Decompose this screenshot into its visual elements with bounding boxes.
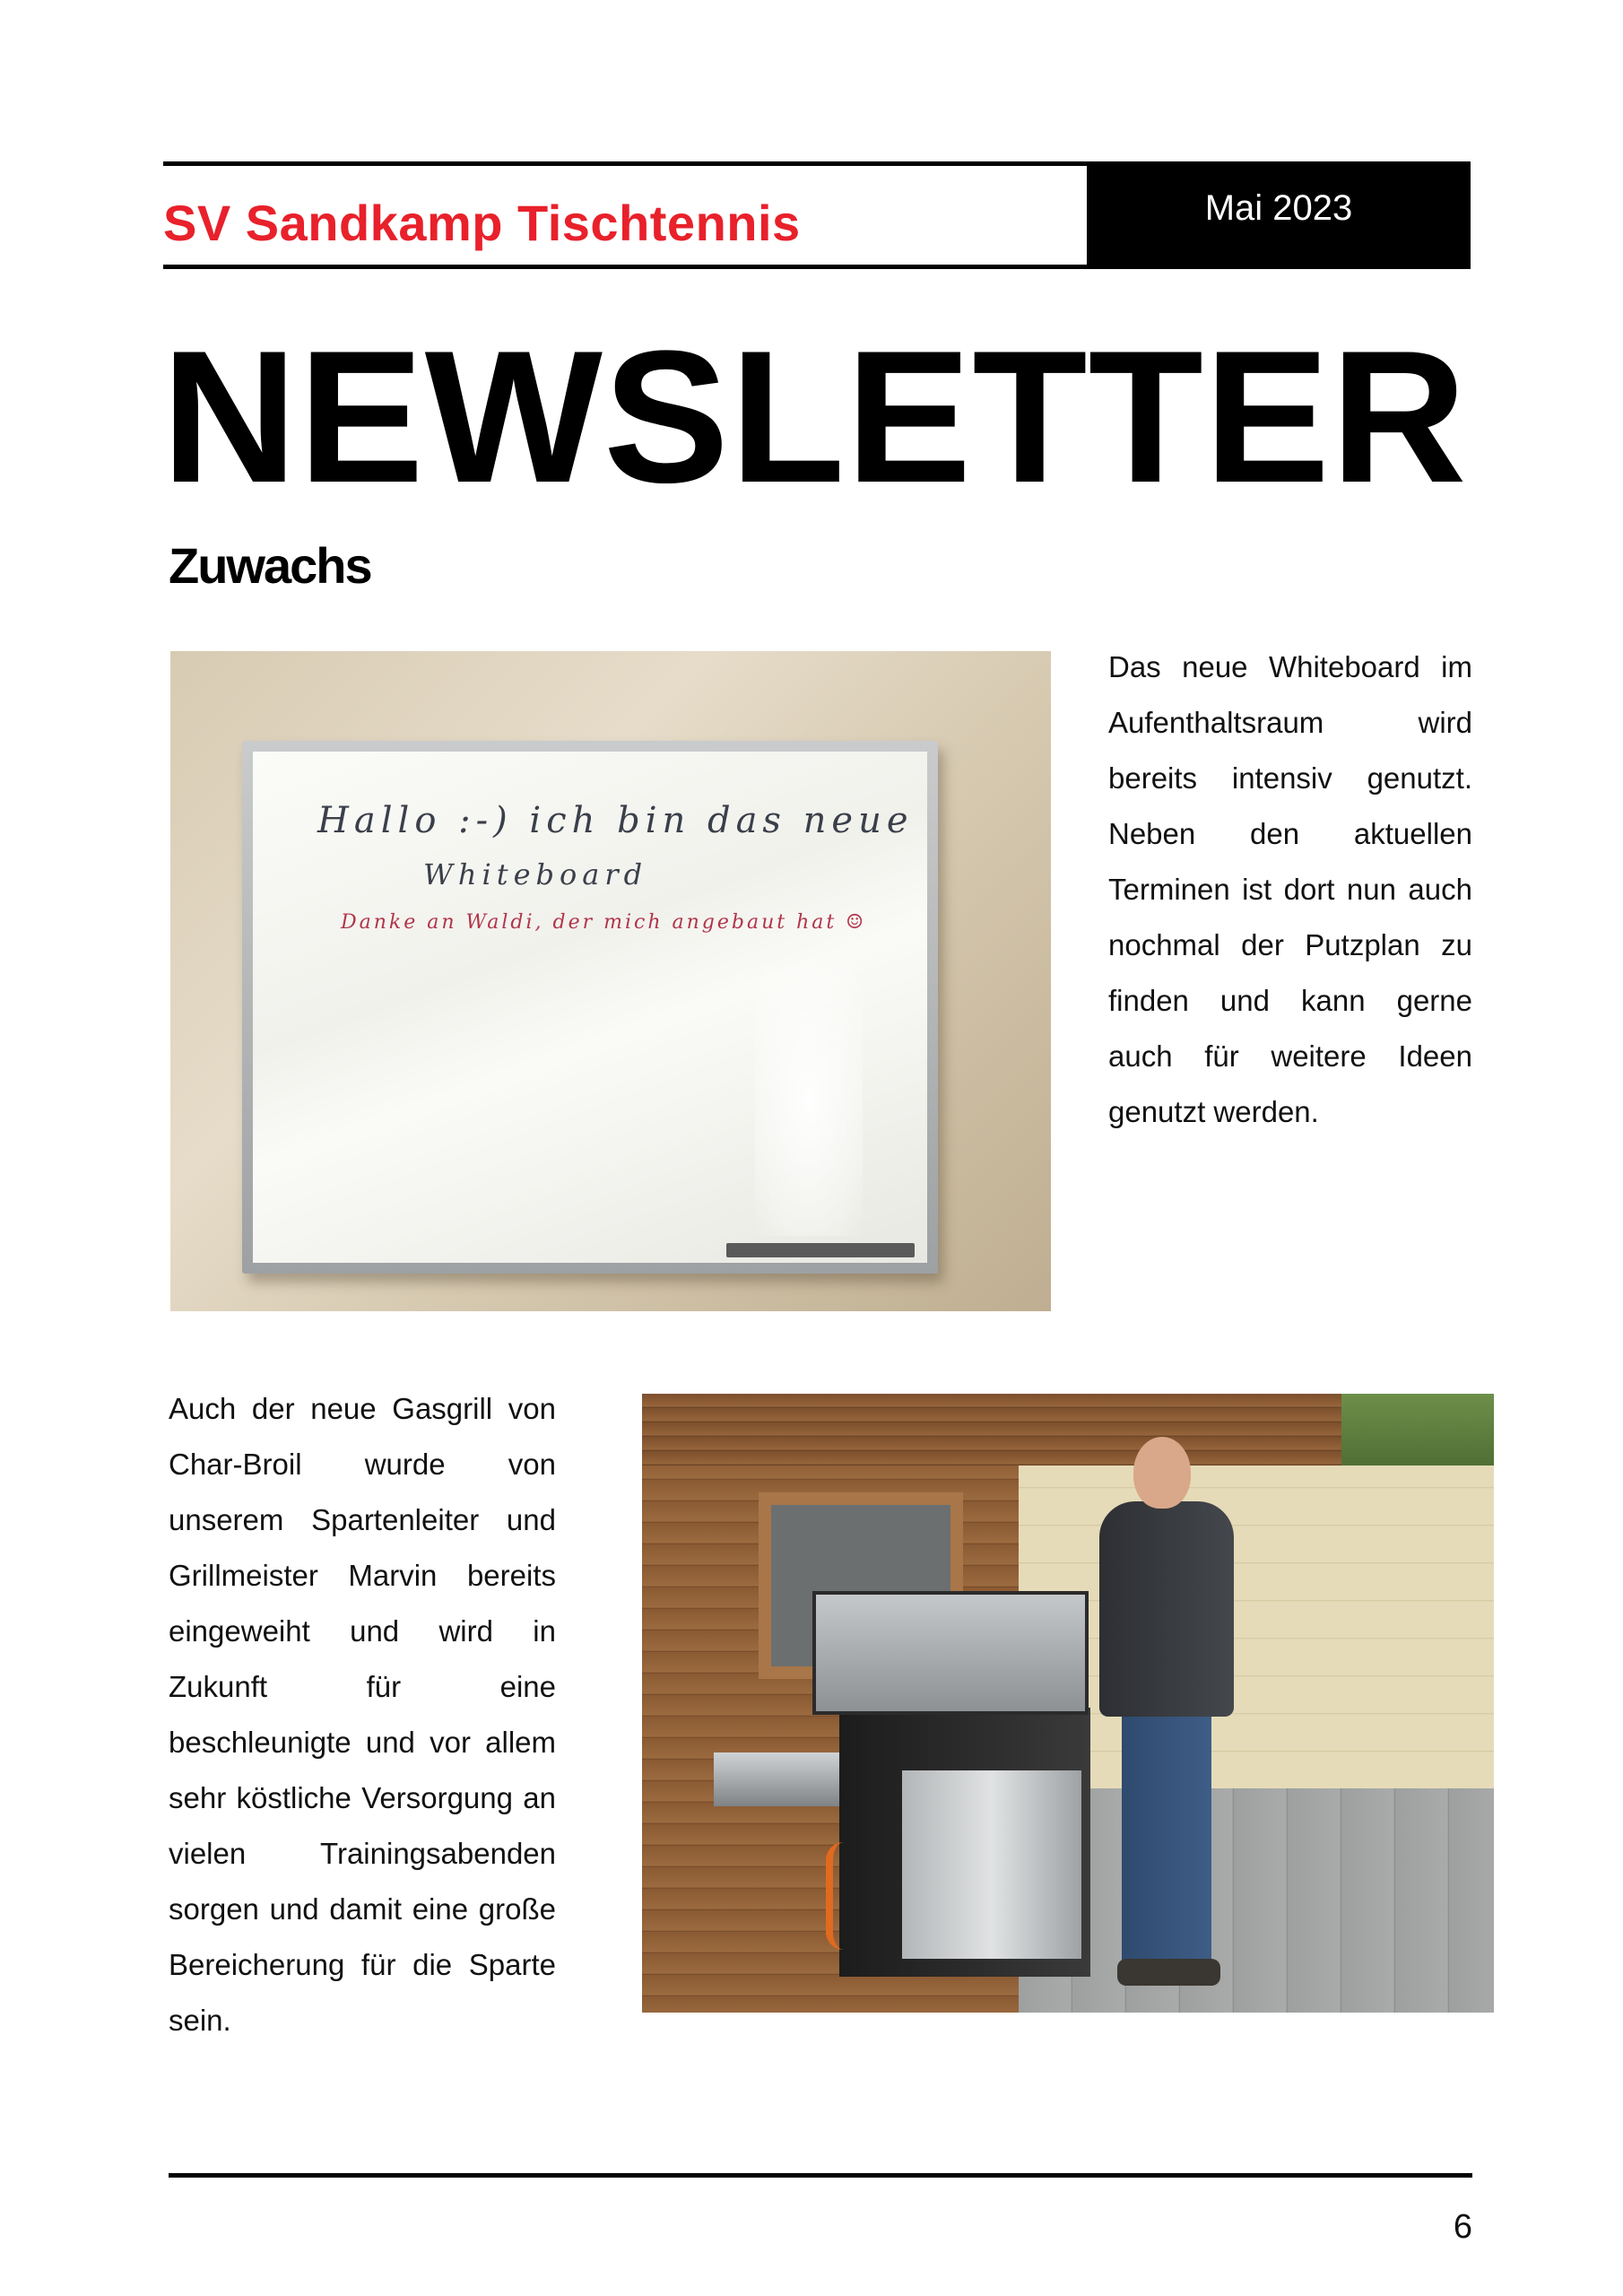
page-number: 6 [1453,2208,1472,2246]
whiteboard-handwriting-line: Hallo :-) ich bin das neue [317,800,914,841]
section-heading: Zuwachs [169,537,371,594]
grill-hood [812,1591,1089,1715]
grill-doors [902,1770,1081,1959]
gas-hose [826,1842,869,1950]
whiteboard-frame [242,741,938,1274]
issue-date-box [1087,161,1471,269]
article-text-grill: Auch der neue Gasgrill von Char-Broil wurde von unserem Spartenleiter und Grillmeister Marvin bereits eingeweiht und wird in Zukunft für eine beschleunigte und vor allem sehr köstliche Versorgung an vielen Trainingsabenden sorgen und damit eine große Bereicherung für die Sparte sein. [169,1392,556,2037]
light-reflection [755,967,863,1236]
person-legs [1122,1717,1211,1968]
newsletter-header [163,161,1471,269]
grill-photo [642,1394,1494,2013]
footer-rule [169,2173,1472,2178]
whiteboard-handwriting-line: Danke an Waldi, der mich angebaut hat ☺ [341,911,866,934]
issue-date: Mai 2023 [1204,187,1353,228]
trees [1341,1394,1494,1465]
marker-tray [726,1243,915,1257]
person-jacket [1099,1501,1234,1717]
hut-roof [642,1394,1341,1465]
newsletter-title: NEWSLETTER [161,311,1468,522]
person-head [1133,1437,1191,1509]
whiteboard-surface [253,752,927,1263]
header-top-rule [163,161,1087,166]
whiteboard-photo [170,651,1051,1311]
club-name: SV Sandkamp Tischtennis [163,195,801,251]
article-text-whiteboard: Das neue Whiteboard im Aufenthaltsraum wird bereits intensiv genutzt. Neben den aktuellen Terminen ist dort nun auch nochmal der Putzplan zu finden und kann gerne auch für weitere Ideen genutzt werden. [1108,650,1472,1128]
whiteboard-handwriting-line: Whiteboard [423,857,648,891]
grill-side-shelf [714,1752,848,1806]
person-shoes [1117,1959,1220,1986]
header-bottom-rule [163,265,1087,269]
